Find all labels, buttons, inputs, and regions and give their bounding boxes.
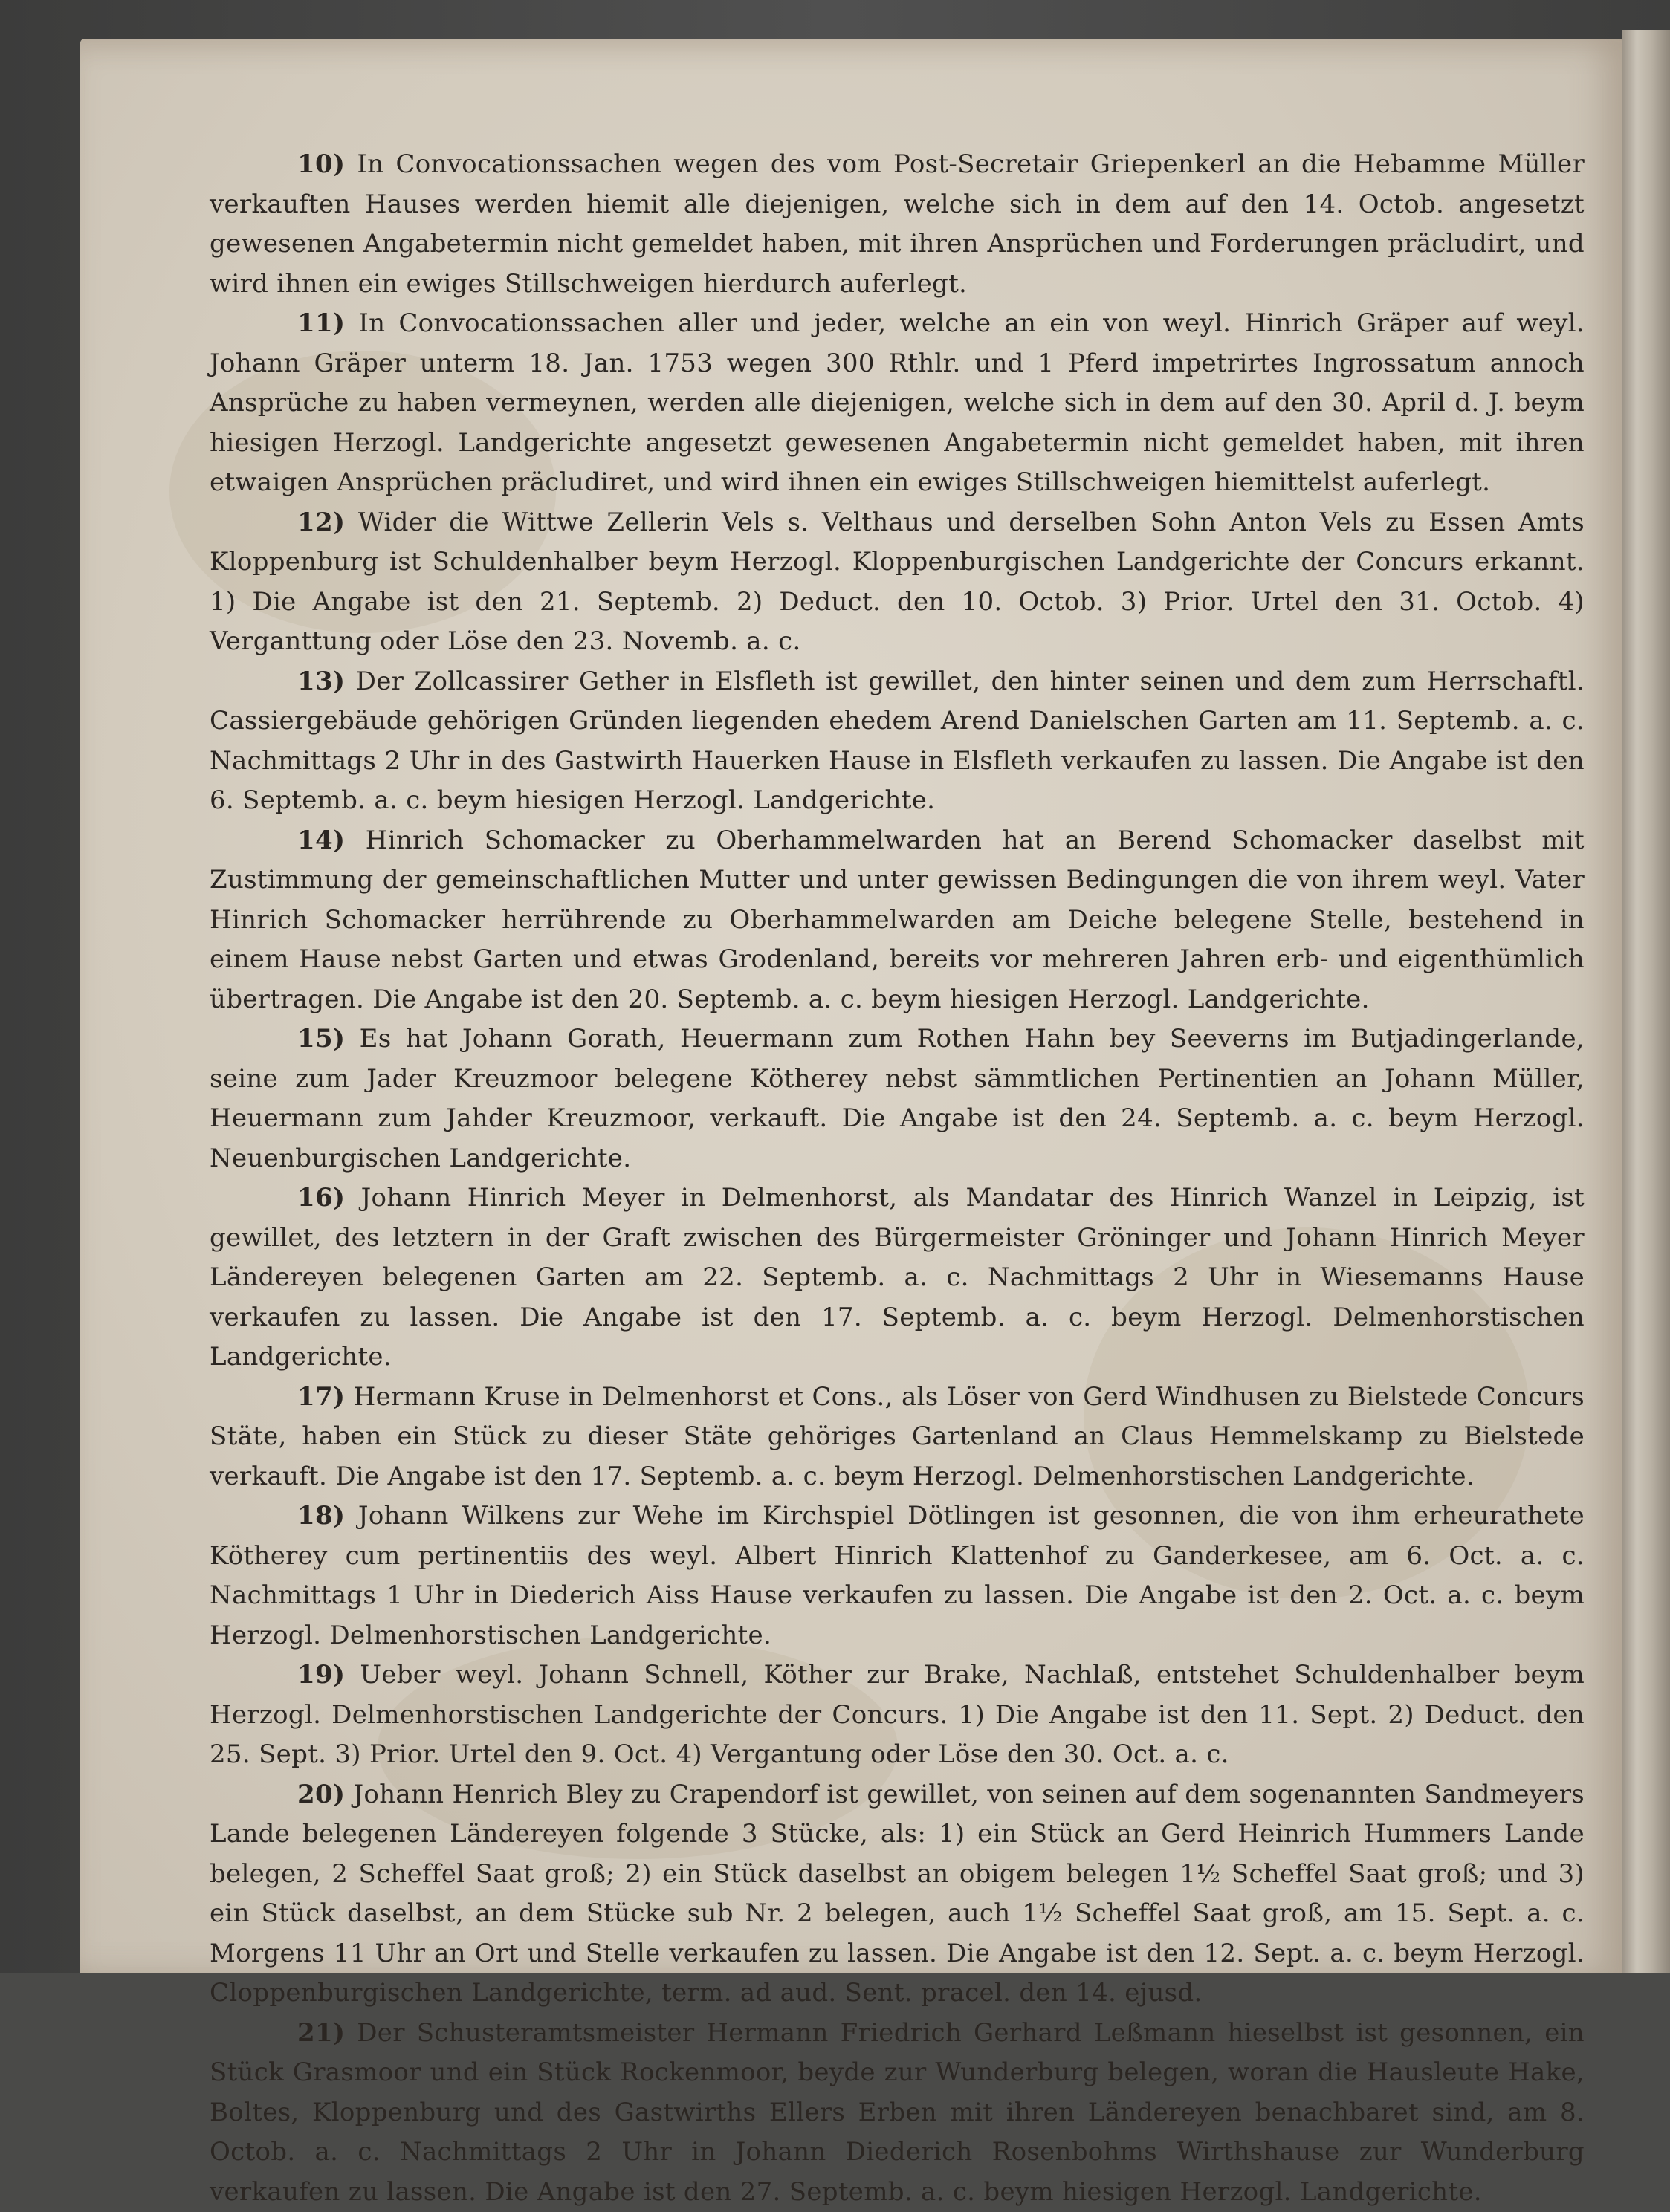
notice-entry-14 (210, 821, 1585, 1020)
notice-entry-19 (210, 1655, 1585, 1775)
entry-number: 16) (297, 1183, 345, 1213)
entry-text: Wider die Wittwe Zellerin Vels s. Velthaus und derselben Sohn Anton Vels zu Essen Amts Kloppenburg ist Schuldenhalber beym Herzogl. Kloppenburgischen Landgerichte der Concurs erkannt. 1) Die Angabe ist den 21. Septemb. 2) Deduct. den 10. Octob. 3) Prior. Urtel den 31. Octob. 4) Verganttung oder Löse den 23. Novemb. a. c. (210, 507, 1585, 657)
entry-number: 13) (297, 666, 345, 696)
book-spine-edge (1622, 30, 1670, 1973)
notice-entry-11 (210, 304, 1585, 503)
entry-text: Hermann Kruse in Delmenhorst et Cons., als Löser von Gerd Windhusen zu Bielstede Concurs Stäte, haben ein Stück zu dieser Stäte gehöriges Gartenland an Claus Hemmelskamp zu Bielstede verkauft. Die Angabe ist den 17. Septemb. a. c. beym Herzogl. Delmenhorstischen Landgerichte. (210, 1382, 1585, 1491)
notice-entry-18 (210, 1496, 1585, 1655)
entry-number: 12) (297, 507, 345, 537)
notice-entry-10 (210, 145, 1585, 304)
entry-number: 14) (297, 826, 345, 855)
entry-number: 20) (297, 1780, 345, 1809)
entry-number: 19) (297, 1660, 345, 1690)
entry-text: Johann Hinrich Meyer in Delmenhorst, als Mandatar des Hinrich Wanzel in Leipzig, ist gewillet, des letztern in der Graft zwischen des Bürgermeister Gröninger und Johann Hinrich Meyer Ländereyen belegenen Garten am 22. Septemb. a. c. Nachmittags 2 Uhr in Wiesemanns Hause verkaufen zu lassen. Die Angabe ist den 17. Septemb. a. c. beym Herzogl. Delmenhorstischen Landgerichte. (210, 1183, 1585, 1372)
notice-entry-15 (210, 1019, 1585, 1178)
notice-entry-17 (210, 1378, 1585, 1497)
entry-number: 10) (297, 149, 345, 179)
notice-entry-20 (210, 1775, 1585, 2014)
notice-entry-16 (210, 1178, 1585, 1378)
entry-text: Ueber weyl. Johann Schnell, Köther zur Brake, Nachlaß, entstehet Schuldenhalber beym Herzogl. Delmenhorstischen Landgerichte der Concurs. 1) Die Angabe ist den 11. Sept. 2) Deduct. den 25. Sept. 3) Prior. Urtel den 9. Oct. 4) Vergantung oder Löse den 30. Oct. a. c. (210, 1660, 1585, 1769)
entry-number: 15) (297, 1024, 345, 1054)
entry-text: Es hat Johann Gorath, Heuermann zum Rothen Hahn bey Seeverns im Butjadingerlande, seine zum Jader Kreuzmoor belegene Kötherey nebst sämmtlichen Pertinentien an Johann Müller, Heuermann zum Jahder Kreuzmoor, verkauft. Die Angabe ist den 24. Septemb. a. c. beym Herzogl. Neuenburgischen Landgerichte. (210, 1024, 1585, 1173)
entry-text: Der Zollcassirer Gether in Elsfleth ist gewillet, den hinter seinen und dem zum Herrschaftl. Cassiergebäude gehörigen Gründen liegenden ehedem Arend Danielschen Garten am 11. Septemb. a. c. Nachmittags 2 Uhr in des Gastwirth Hauerken Hause in Elsfleth verkaufen zu lassen. Die Angabe ist den 6. Septemb. a. c. beym hiesigen Herzogl. Landgerichte. (210, 666, 1585, 816)
entry-text: Hinrich Schomacker zu Oberhammelwarden hat an Berend Schomacker daselbst mit Zustimmung der gemeinschaftlichen Mutter und unter gewissen Bedingungen die von ihrem weyl. Vater Hinrich Schomacker herrührende zu Oberhammelwarden am Deiche belegene Stelle, bestehend in einem Hause nebst Garten und etwas Grodenland, bereits vor mehreren Jahren erb- und eigenthümlich übertragen. Die Angabe ist den 20. Septemb. a. c. beym hiesigen Herzogl. Landgerichte. (210, 826, 1585, 1014)
entry-text: In Convocationssachen aller und jeder, welche an ein von weyl. Hinrich Gräper auf weyl. Johann Gräper unterm 18. Jan. 1753 wegen 300 Rthlr. und 1 Pferd impetrirtes Ingrossatum annoch Ansprüche zu haben vermeynen, werden alle diejenigen, welche sich in dem auf den 30. April d. J. beym hiesigen Herzogl. Landgerichte angesetzt gewesenen Angabetermin nicht gemeldet haben, mit ihren etwaigen Ansprüchen präcludiret, und wird ihnen ein ewiges Stillschweigen hiemittelst auferlegt. (210, 308, 1585, 497)
notice-entry-12 (210, 503, 1585, 662)
entry-number: 18) (297, 1501, 345, 1531)
entry-number: 21) (297, 2018, 345, 2048)
entry-text: Der Schusteramtsmeister Hermann Friedrich Gerhard Leßmann hieselbst ist gesonnen, ein Stück Grasmoor und ein Stück Rockenmoor, beyde zur Wunderburg belegen, woran die Hausleute Hake, Boltes, Kloppenburg und des Gastwirths Ellers Erben mit ihren Ländereyen benachbaret sind, am 8. Octob. a. c. Nachmittags 2 Uhr in Johann Diederich Rosenbohms Wirthshause zur Wunderburg verkaufen zu lassen. Die Angabe ist den 27. Septemb. a. c. beym hiesigen Herzogl. Landgerichte. (210, 2018, 1585, 2207)
notice-entry-21 (210, 2014, 1585, 2212)
entry-number: 11) (297, 308, 345, 338)
entry-text: In Convocationssachen wegen des vom Post-Secretair Griepenkerl an die Hebamme Müller verkauften Hauses werden hiemit alle diejenigen, welche sich in dem auf den 14. Octob. angesetzt gewesenen Angabetermin nicht gemeldet haben, mit ihren Ansprüchen und Forderungen präcludirt, und wird ihnen ein ewiges Stillschweigen hierdurch auferlegt. (210, 149, 1585, 299)
notice-text-block (210, 145, 1585, 2212)
notice-entry-13 (210, 662, 1585, 821)
entry-number: 17) (297, 1382, 345, 1412)
entry-text: Johann Henrich Bley zu Crapendorf ist gewillet, von seinen auf dem sogenannten Sandmeyers Lande belegenen Ländereyen folgende 3 Stücke, als: 1) ein Stück an Gerd Heinrich Hummers Lande belegen, 2 Scheffel Saat groß; 2) ein Stück daselbst an obigem belegen 1½ Scheffel Saat groß; und 3) ein Stück daselbst, an dem Stücke sub Nr. 2 belegen, auch 1½ Scheffel Saat groß, am 15. Sept. a. c. Morgens 11 Uhr an Ort und Stelle verkaufen zu lassen. Die Angabe ist den 12. Sept. a. c. beym Herzogl. Cloppenburgischen Landgerichte, term. ad aud. Sent. pracel. den 14. ejusd. (210, 1780, 1585, 2008)
entry-text: Johann Wilkens zur Wehe im Kirchspiel Dötlingen ist gesonnen, die von ihm erheurathete Kötherey cum pertinentiis des weyl. Albert Hinrich Klattenhof zu Ganderkesee, am 6. Oct. a. c. Nachmittags 1 Uhr in Diederich Aiss Hause verkaufen zu lassen. Die Angabe ist den 2. Oct. a. c. beym Herzogl. Delmenhorstischen Landgerichte. (210, 1501, 1585, 1650)
